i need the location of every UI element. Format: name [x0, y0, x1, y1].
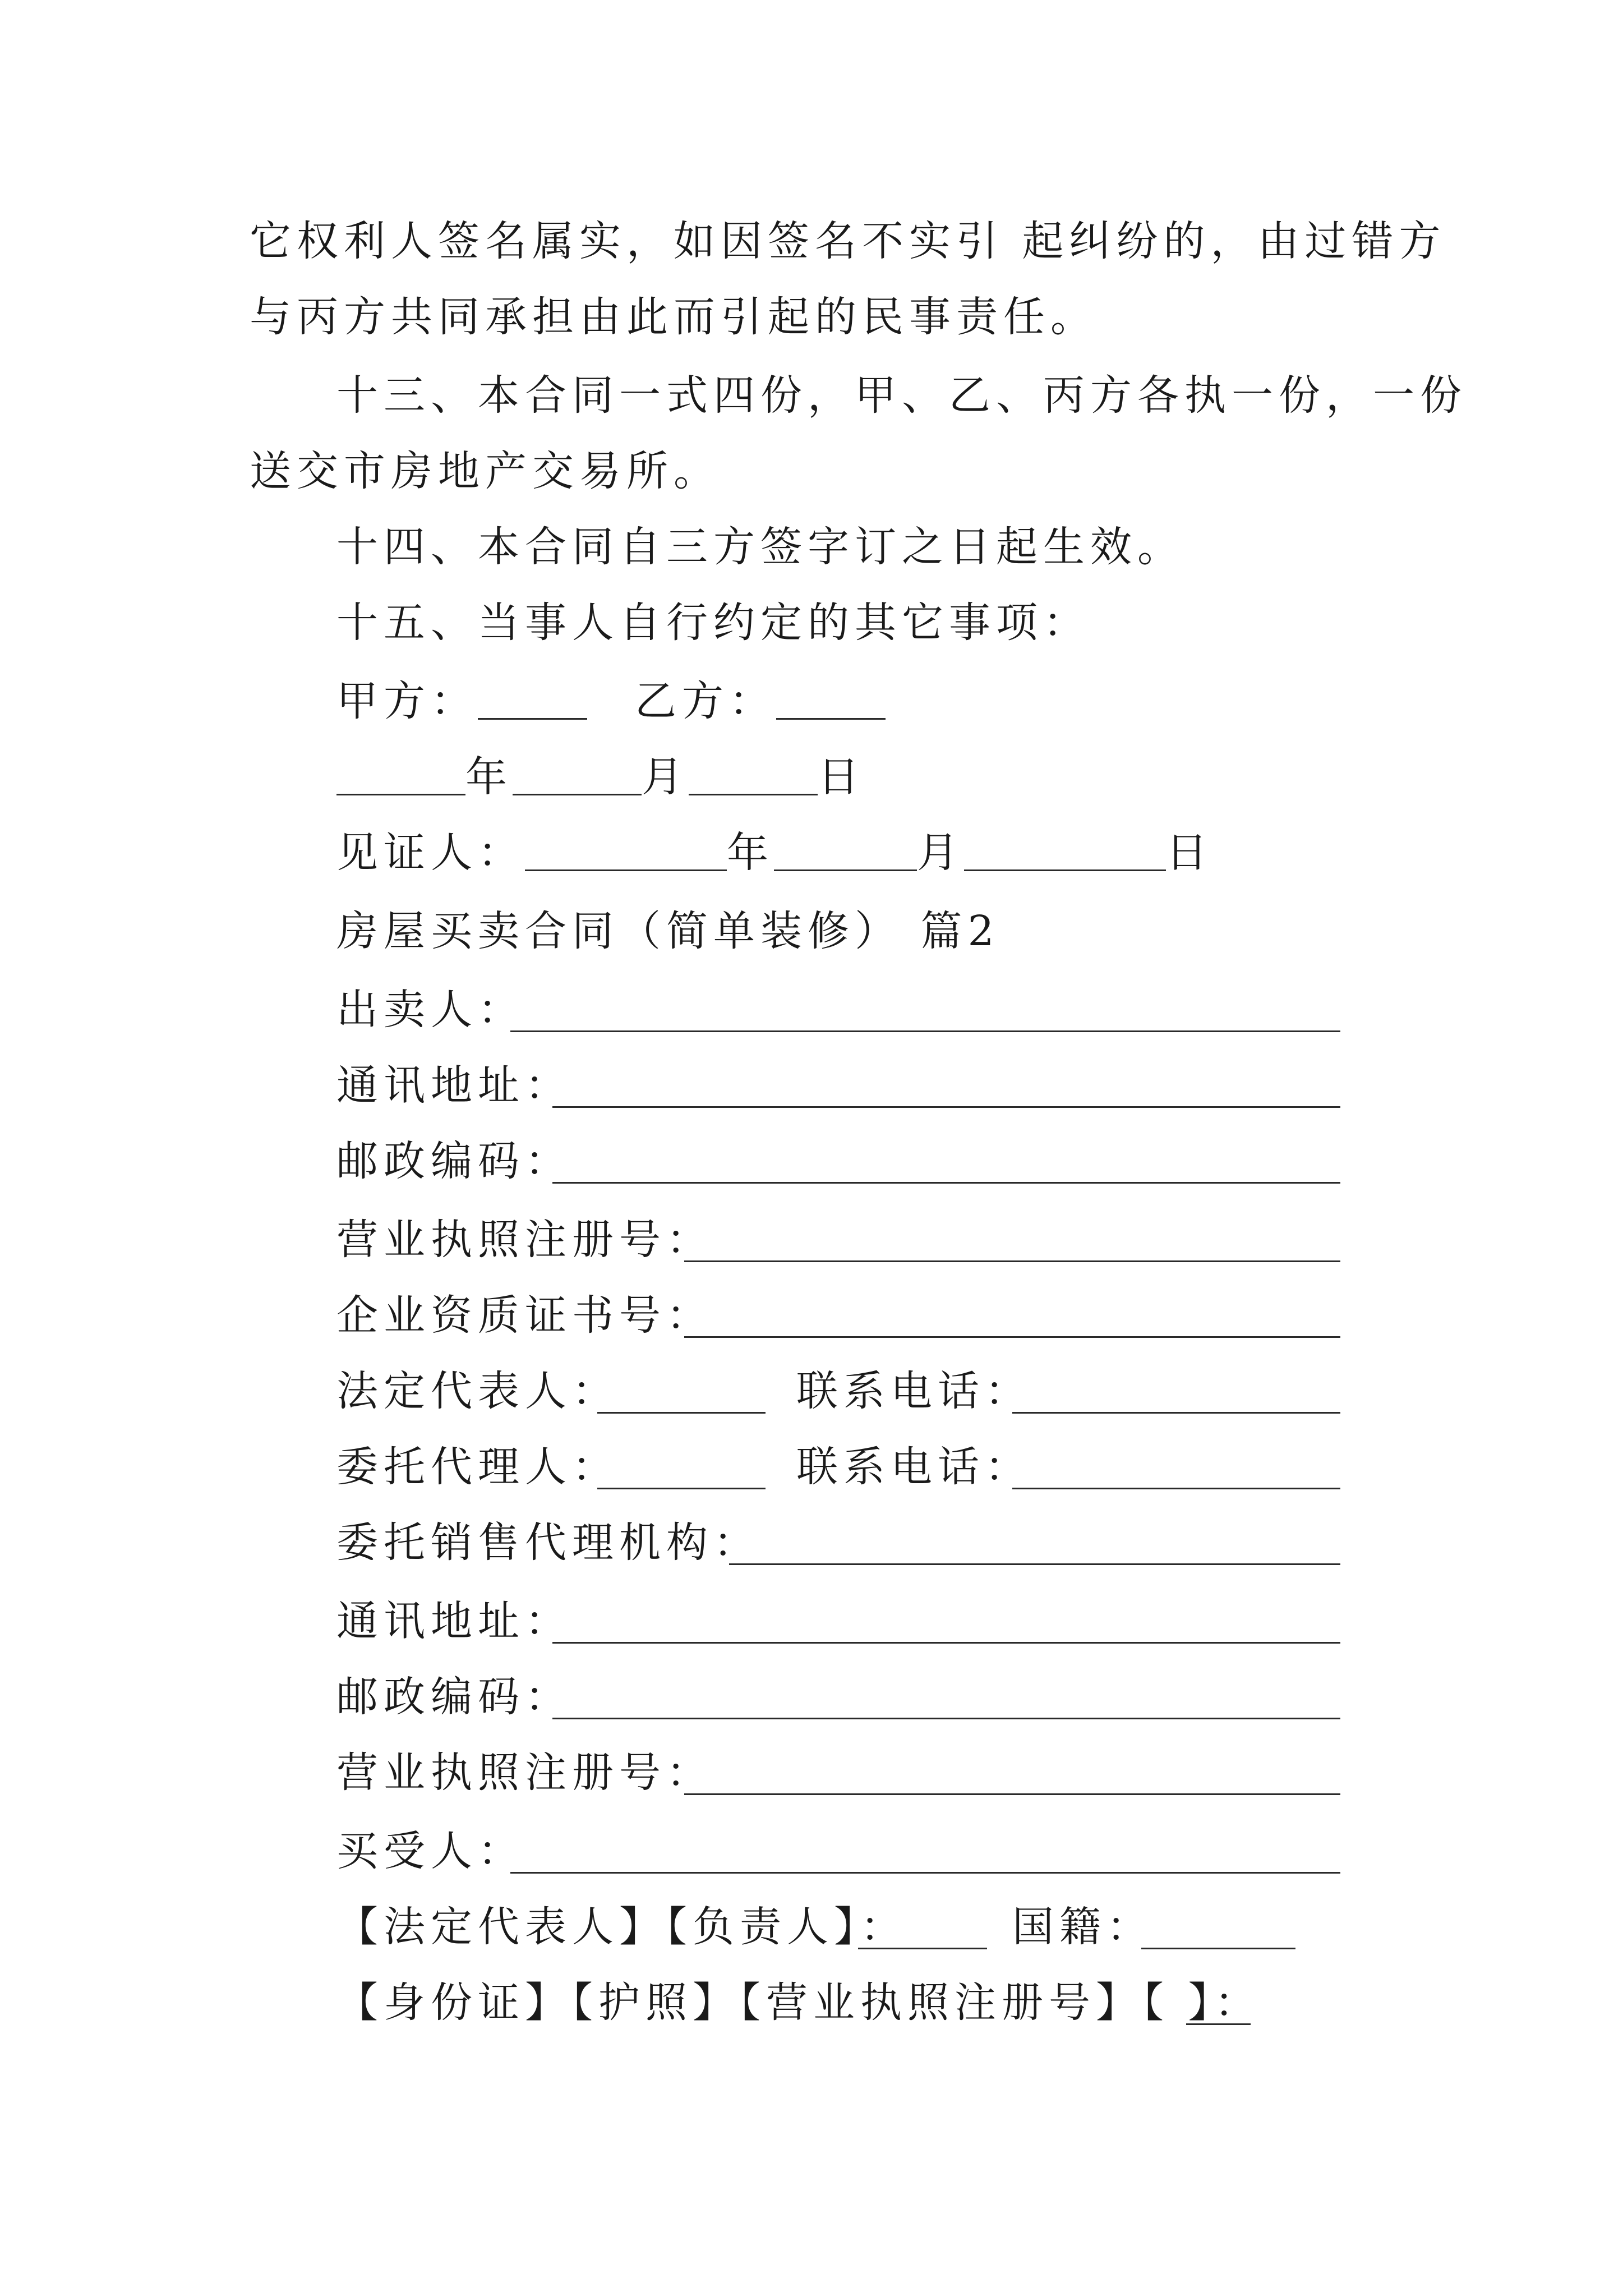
date-row [336, 749, 865, 805]
section-title: 房屋买卖合同（简单装修） 篇2 [336, 907, 1000, 955]
field-label: 委托销售代理机构： [336, 1519, 760, 1567]
agency-postcode-blank[interactable] [552, 1676, 1340, 1719]
party-a-label: 甲方： [336, 677, 478, 725]
buyer-blank[interactable] [510, 1830, 1340, 1874]
license-blank[interactable] [684, 1219, 1340, 1262]
field-label: 买受人： [336, 1827, 525, 1875]
qualification-blank[interactable] [684, 1295, 1340, 1338]
legal-rep-row [336, 1363, 1340, 1419]
nationality-blank[interactable] [1141, 1906, 1295, 1949]
buyer-rep-row [336, 1899, 1295, 1955]
year-blank[interactable] [336, 752, 465, 795]
agency-address-row [336, 1593, 1340, 1649]
buyer-id-row [336, 1975, 1262, 2031]
paragraph-line: 它权利人签名属实，如因签名不实引 起纠纷的，由过错方 [250, 217, 1446, 265]
paragraph-line: 十四、本合同自三方签字订之日起生效。 [336, 523, 1184, 571]
paragraph-line: 十五、当事人自行约定的其它事项： [336, 599, 1090, 647]
agency-license-row [336, 1745, 1340, 1801]
agency-postcode-row [336, 1669, 1340, 1725]
year-label: 年 [727, 829, 774, 877]
field-label: 委托代理人： [336, 1443, 619, 1491]
address-row [336, 1057, 1340, 1114]
legal-rep-blank[interactable] [597, 1370, 766, 1414]
sales-agency-blank[interactable] [729, 1522, 1340, 1565]
party-signature-row [336, 673, 886, 729]
field-label: 邮政编码： [336, 1137, 572, 1185]
field-label: 通讯地址： [336, 1061, 572, 1110]
witness-year-blank[interactable] [525, 828, 727, 871]
witness-month-blank[interactable] [774, 828, 917, 871]
month-label: 月 [642, 753, 689, 801]
field-label: 国籍： [1012, 1903, 1154, 1951]
paragraph-line: 送交市房地产交易所。 [250, 447, 721, 495]
buyer-row [336, 1823, 1340, 1879]
field-label: 通讯地址： [336, 1597, 572, 1645]
agent-blank[interactable] [597, 1446, 766, 1489]
qualification-row [336, 1287, 1340, 1343]
postcode-row [336, 1133, 1340, 1189]
witness-day-blank[interactable] [964, 828, 1166, 871]
address-blank[interactable] [552, 1065, 1340, 1108]
field-label: 法定代表人： [336, 1367, 619, 1415]
agency-license-blank[interactable] [684, 1752, 1340, 1795]
day-blank[interactable] [689, 752, 818, 795]
seller-blank[interactable] [510, 989, 1340, 1032]
license-row [336, 1212, 1340, 1268]
field-label: 联系电话： [796, 1367, 1032, 1415]
phone-blank[interactable] [1012, 1370, 1340, 1414]
month-blank[interactable] [513, 752, 642, 795]
field-label: 【法定代表人】【负责人】： [336, 1903, 907, 1951]
year-label: 年 [465, 753, 513, 801]
party-b-blank[interactable] [776, 677, 886, 720]
buyer-rep-blank[interactable] [858, 1906, 987, 1949]
field-label: 联系电话： [796, 1443, 1032, 1491]
seller-row [336, 982, 1340, 1038]
paragraph-line: 十三、本合同一式四份，甲、乙、丙方各执一份，一份 [336, 371, 1467, 420]
field-label: 企业资质证书号： [336, 1291, 713, 1340]
paragraph-line: 与丙方共同承担由此而引起的民事责任。 [250, 293, 1098, 341]
month-label: 月 [917, 829, 964, 877]
field-label: 【身份证】【护照】【营业执照注册号】【 】： [336, 1978, 1262, 2027]
witness-row [336, 825, 1213, 881]
agent-phone-blank[interactable] [1012, 1446, 1340, 1489]
field-label: 邮政编码： [336, 1673, 572, 1721]
day-label: 日 [818, 753, 865, 801]
party-b-label: 乙方： [635, 677, 776, 725]
field-label: 出卖人： [336, 986, 525, 1034]
field-label: 营业执照注册号： [336, 1749, 713, 1797]
postcode-blank[interactable] [552, 1140, 1340, 1184]
agency-address-blank[interactable] [552, 1600, 1340, 1644]
buyer-id-blank[interactable] [1186, 1982, 1251, 2025]
day-label: 日 [1166, 829, 1213, 877]
agent-row [336, 1439, 1340, 1495]
witness-label: 见证人： [336, 829, 525, 877]
sales-agency-row [336, 1515, 1340, 1571]
party-a-blank[interactable] [478, 677, 587, 720]
field-label: 营业执照注册号： [336, 1216, 713, 1264]
